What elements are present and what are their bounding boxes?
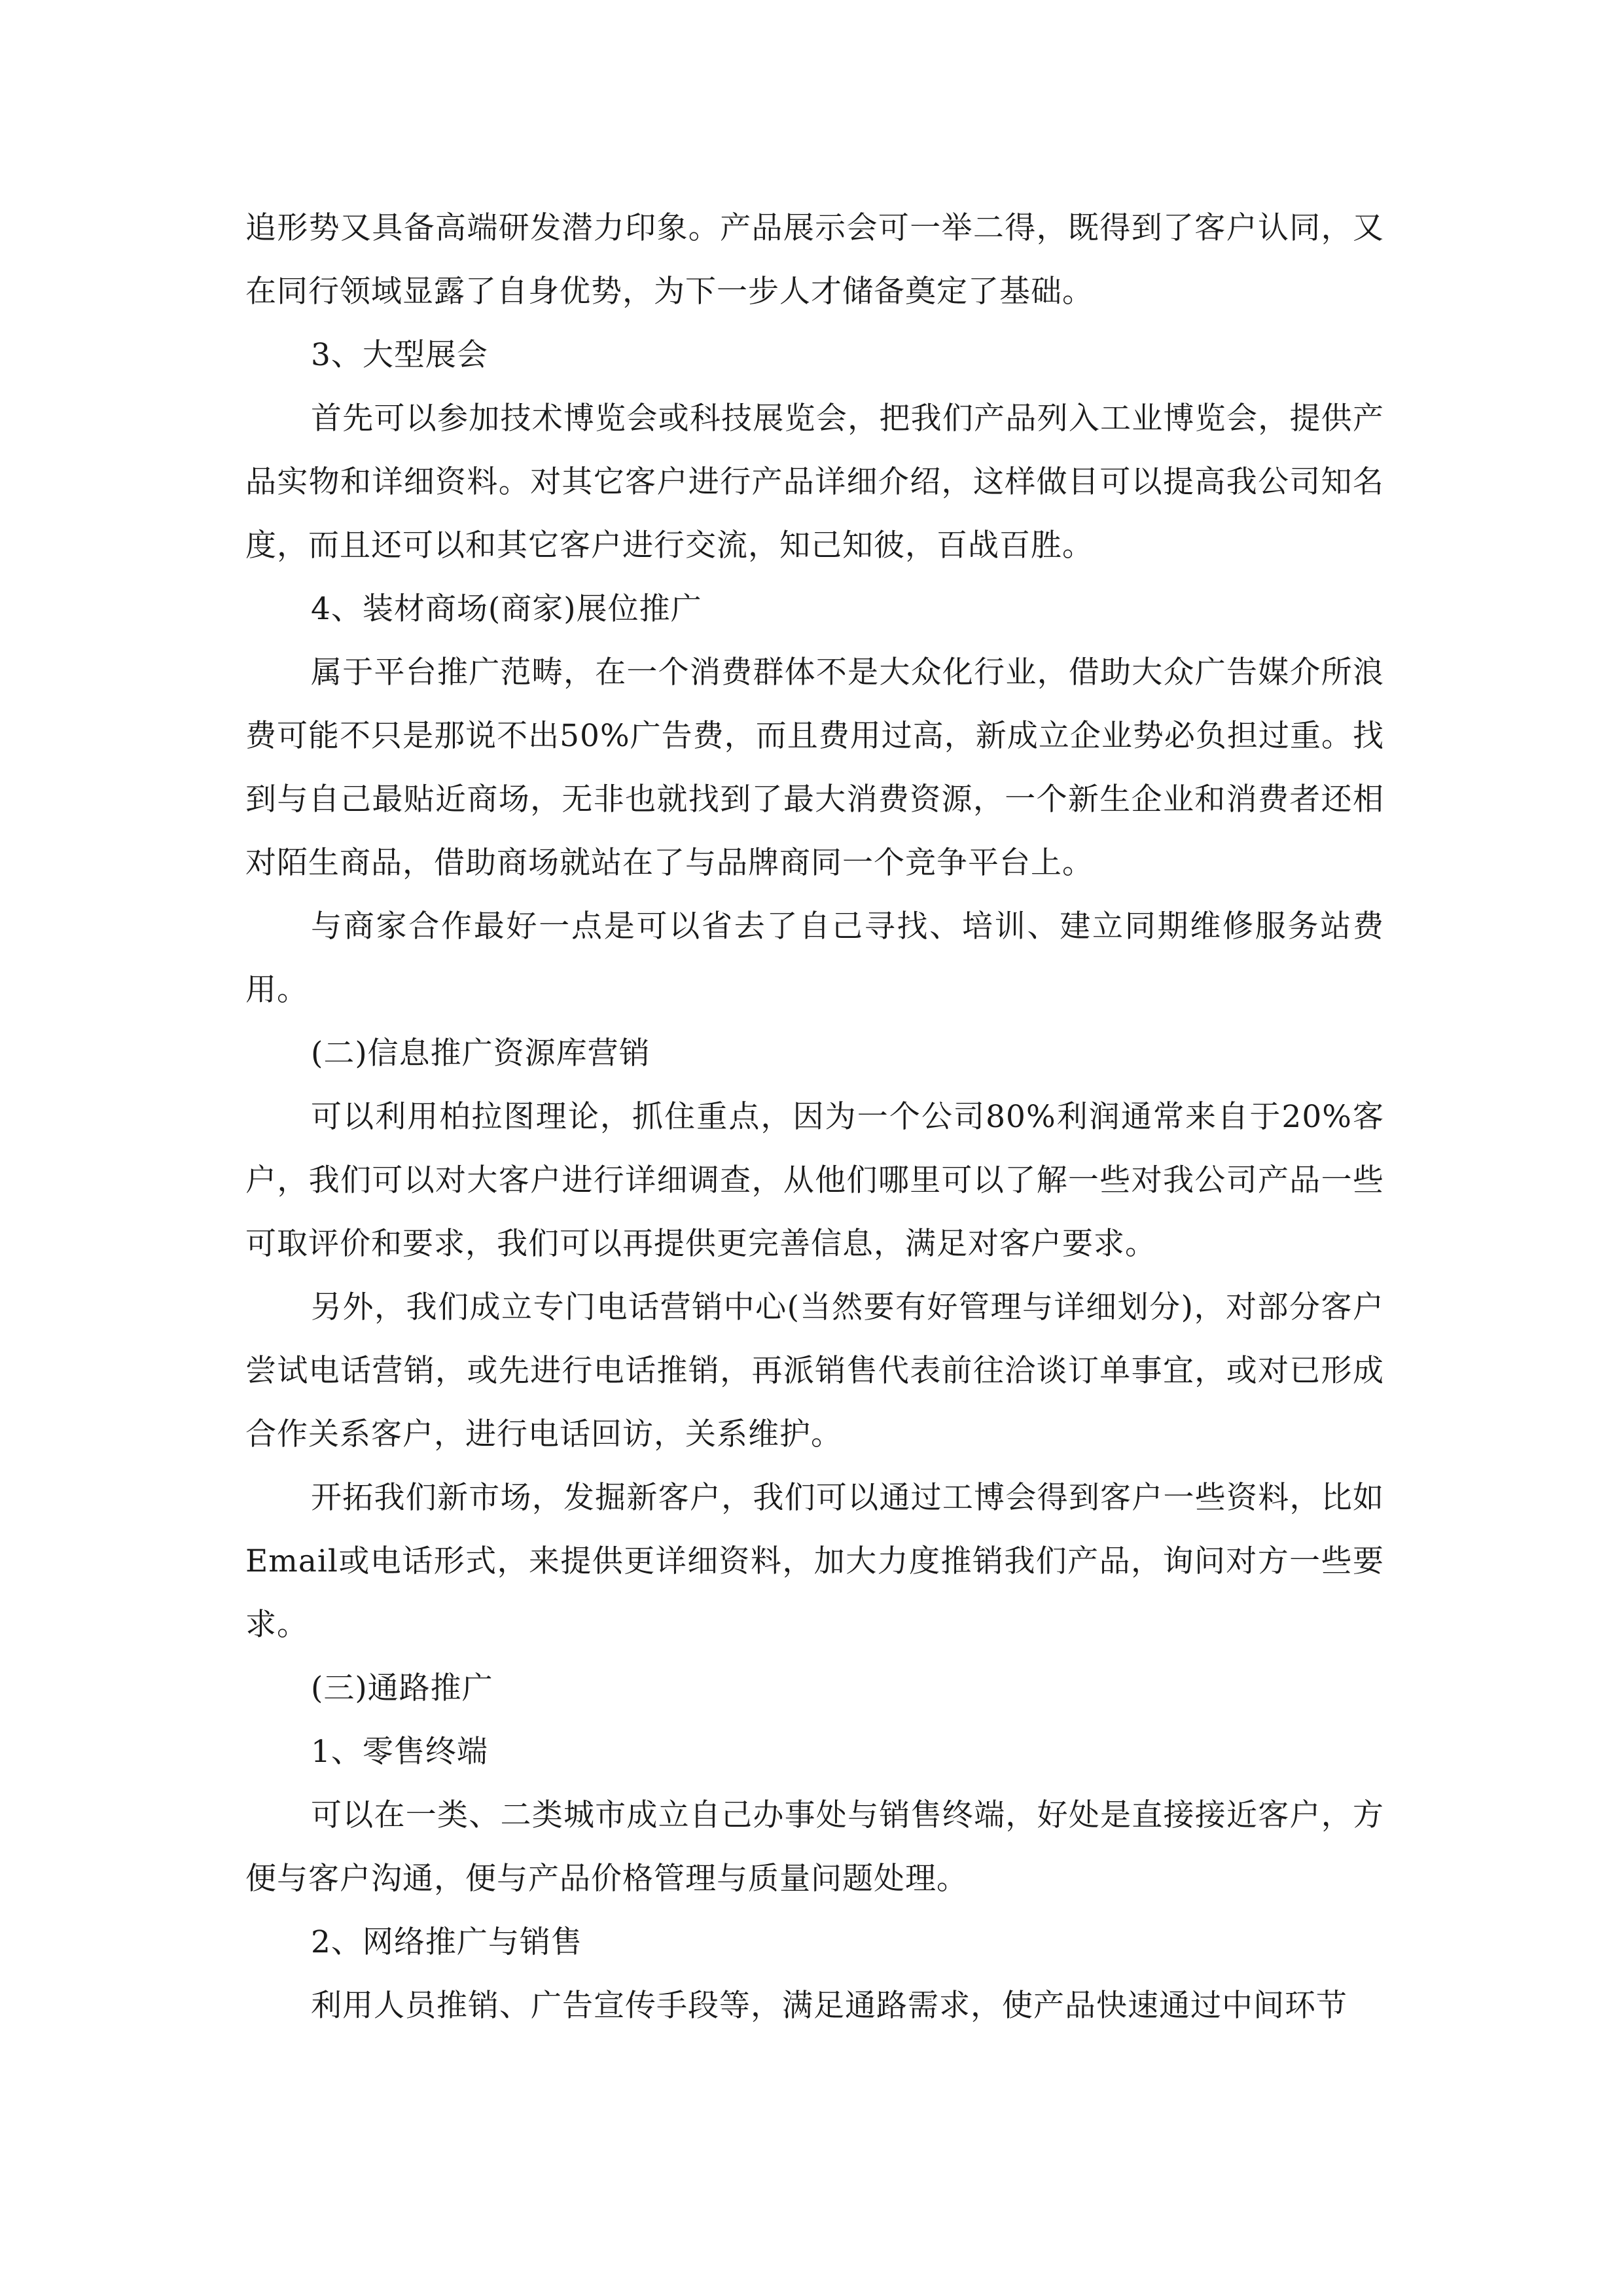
paragraph-retail-body: 可以在一类、二类城市成立自己办事处与销售终端，好处是直接接近客户，方便与客户沟通，便与产品价格管理与质量问题处理。 (245, 1797, 1384, 1897)
heading-network-promotion: 2、网络推广与销售 (311, 1924, 582, 1960)
paragraph-continuation: 追形势又具备高端研发潜力印象。产品展示会可一举二得，既得到了客户认同，又在同行领域显露了自身优势，为下一步人才储备奠定了基础。 (245, 210, 1384, 310)
paragraph-network-body: 利用人员推销、广告宣传手段等，满足通路需求，使产品快速通过中间环节 (311, 1988, 1347, 2024)
paragraph-pareto: 可以利用柏拉图理论，抓住重点，因为一个公司80%利润通常来自于20%客户，我们可以对大客户进行详细调查，从他们哪里可以了解一些对我公司产品一些可取评价和要求，我们可以再提供更完善信息，满足对客户要求。 (245, 1099, 1384, 1262)
heading-large-exhibition: 3、大型展会 (311, 337, 488, 373)
heading-channel-promotion: (三)通路推广 (311, 1670, 493, 1706)
heading-retail-terminal: 1、零售终端 (311, 1734, 488, 1770)
heading-mall-booth: 4、装材商场(商家)展位推广 (311, 591, 702, 627)
paragraph-new-market: 开拓我们新市场，发掘新客户，我们可以通过工博会得到客户一些资料，比如Email或电话形式，来提供更详细资料，加大力度推销我们产品，询问对方一些要求。 (245, 1480, 1384, 1643)
document-page (245, 196, 1384, 2037)
paragraph-mall-booth-body: 属于平台推广范畴，在一个消费群体不是大众化行业，借助大众广告媒介所浪费可能不只是那说不出50%广告费，而且费用过高，新成立企业势必负担过重。找到与自己最贴近商场，无非也就找到了最大消费资源，一个新生企业和消费者还相对陌生商品，借助商场就站在了与品牌商同一个竞争平台上。 (245, 655, 1384, 881)
paragraph-telemarketing: 另外，我们成立专门电话营销中心(当然要有好管理与详细划分)，对部分客户尝试电话营销，或先进行电话推销，再派销售代表前往洽谈订单事宜，或对已形成合作关系客户，进行电话回访，关系维护。 (245, 1289, 1384, 1452)
heading-info-database: (二)信息推广资源库营销 (311, 1035, 651, 1071)
paragraph-merchant-cooperation: 与商家合作最好一点是可以省去了自己寻找、培训、建立同期维修服务站费用。 (245, 908, 1384, 1008)
paragraph-exhibition-body: 首先可以参加技术博览会或科技展览会，把我们产品列入工业博览会，提供产品实物和详细资料。对其它客户进行产品详细介绍，这样做目可以提高我公司知名度，而且还可以和其它客户进行交流，知己知彼，百战百胜。 (245, 401, 1384, 564)
